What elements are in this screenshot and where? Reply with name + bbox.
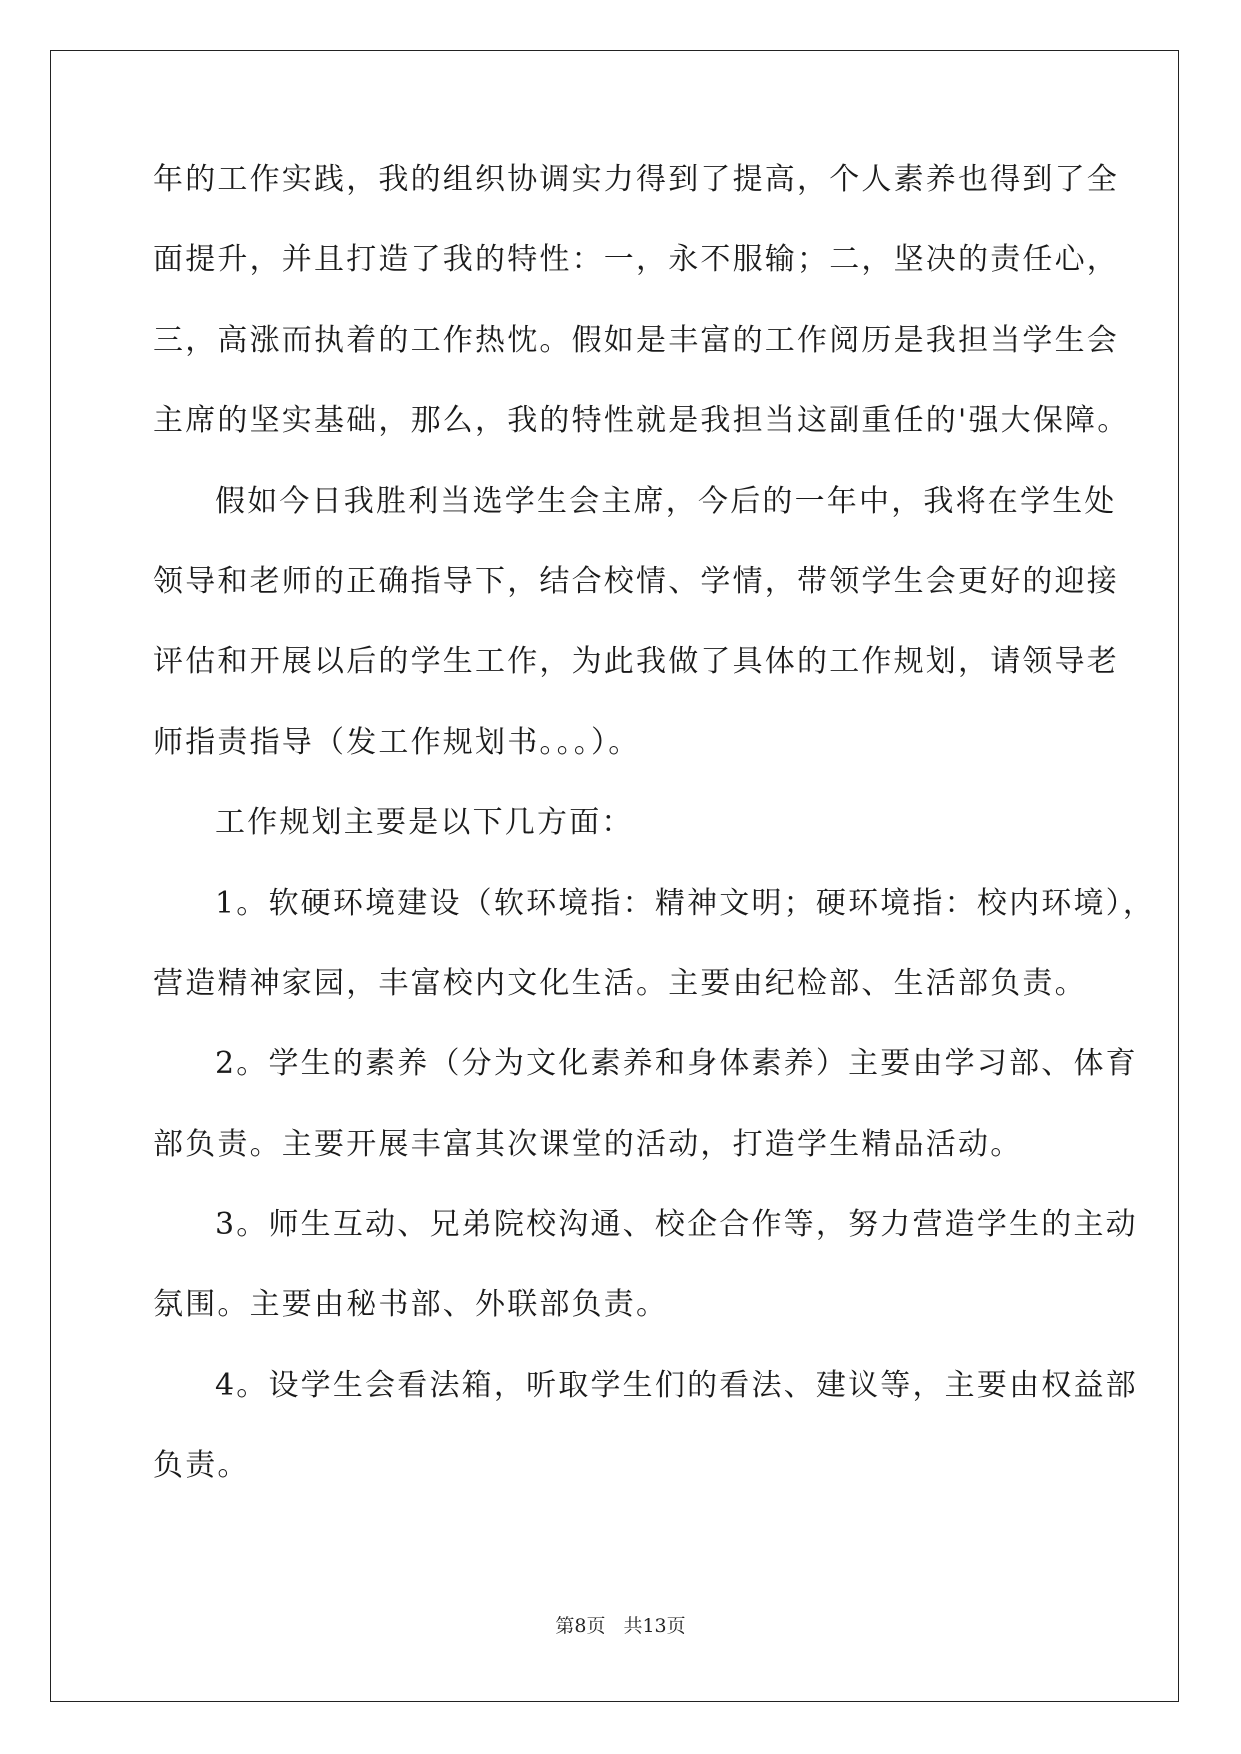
- document-body: [153, 160, 1156, 1527]
- text-line: 营造精神家园，丰富校内文化生活。主要由纪检部、生活部负责。: [153, 965, 1087, 1001]
- text-line: 4。设学生会看法箱，听取学生们的看法、建议等，主要由权益部: [215, 1367, 1138, 1403]
- text-line: 师指责指导（发工作规划书。。。）。: [153, 724, 641, 760]
- text-line: 负责。: [153, 1448, 250, 1484]
- text-line: 工作规划主要是以下几方面：: [215, 805, 634, 841]
- text-line: 评估和开展以后的学生工作，为此我做了具体的工作规划，请领导老: [153, 644, 1119, 680]
- text-line: 部负责。主要开展丰富其次课堂的活动，打造学生精品活动。: [153, 1126, 1023, 1162]
- text-line: 1。软硬环境建设（软环境指：精神文明；硬环境指：校内环境），: [215, 885, 1156, 921]
- text-line: 假如今日我胜利当选学生会主席，今后的一年中，我将在学生处: [215, 483, 1117, 519]
- text-line: 领导和老师的正确指导下，结合校情、学情，带领学生会更好的迎接: [153, 563, 1119, 599]
- page-number: 第8页: [555, 1615, 606, 1637]
- text-line: 面提升，并且打造了我的特性：一，永不服输；二，坚决的责任心，: [153, 242, 1119, 278]
- text-line: 2。学生的素养（分为文化素养和身体素养）主要由学习部、体育: [215, 1046, 1138, 1082]
- text-line: 3。师生互动、兄弟院校沟通、校企合作等，努力营造学生的主动: [215, 1207, 1138, 1243]
- page-total: 共13页: [623, 1615, 686, 1637]
- text-line: 主席的坚实基础，那么，我的特性就是我担当这副重任的'强大保障。: [153, 403, 1130, 439]
- text-line: 三，高涨而执着的工作热忱。假如是丰富的工作阅历是我担当学生会: [153, 322, 1119, 358]
- text-line: 氛围。主要由秘书部、外联部负责。: [153, 1287, 669, 1323]
- text-line: 年的工作实践，我的组织协调实力得到了提高，个人素养也得到了全: [153, 162, 1119, 197]
- page-footer: [0, 1611, 1241, 1638]
